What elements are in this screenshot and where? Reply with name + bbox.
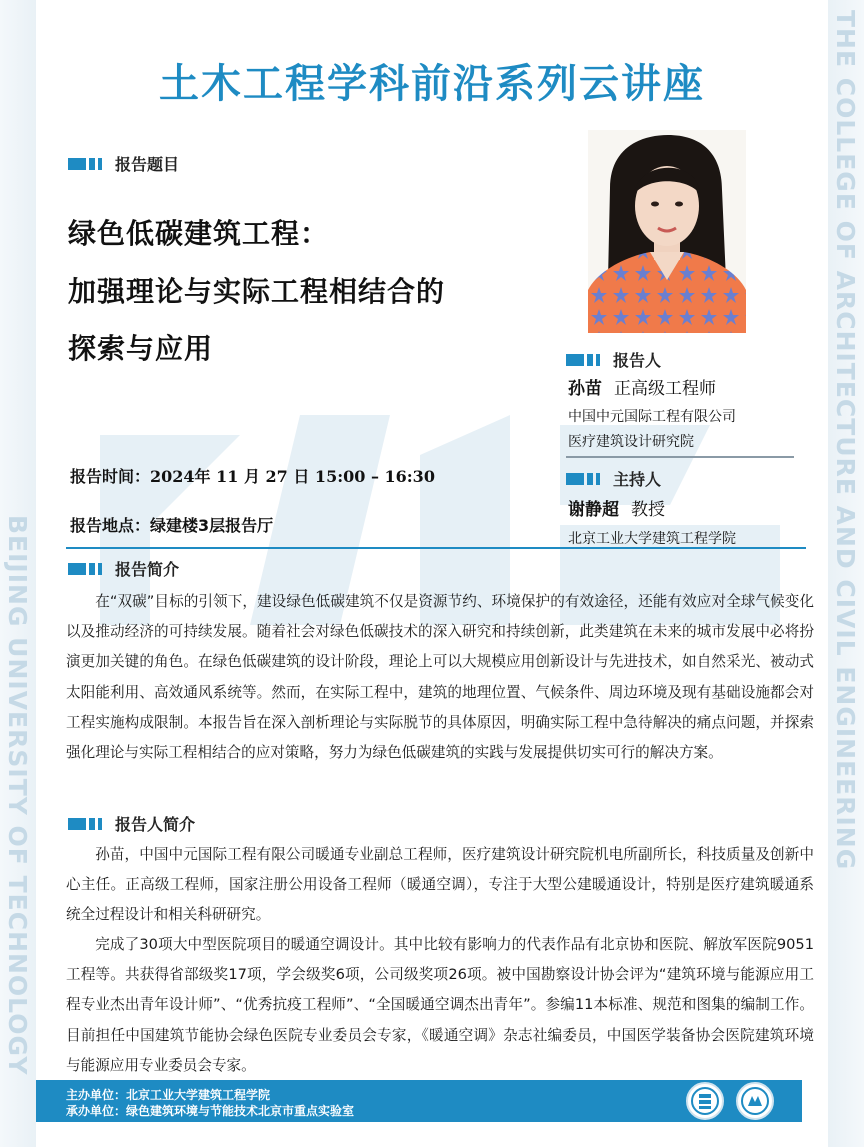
host-heading-label: 主持人 bbox=[613, 470, 662, 489]
bio-heading bbox=[68, 812, 195, 835]
page-title: 土木工程学科前沿系列云讲座 bbox=[159, 61, 705, 107]
section-marker-icon bbox=[68, 563, 105, 575]
speaker-name: 孙苗 bbox=[568, 379, 602, 399]
topic-line-2: 加强理论与实际工程相结合的 bbox=[68, 275, 446, 308]
topic-line-1: 绿色低碳建筑工程： bbox=[68, 217, 330, 250]
section-marker-icon bbox=[566, 354, 603, 366]
place-label: 报告地点： bbox=[70, 516, 151, 535]
host-title: 教授 bbox=[631, 500, 665, 520]
topic-heading bbox=[68, 152, 179, 175]
section-marker-icon bbox=[566, 473, 603, 485]
topic-line-3: 探索与应用 bbox=[68, 332, 214, 365]
footer-co-organizer: 承办单位：绿色建筑环境与节能技术北京市重点实验室 bbox=[66, 1104, 355, 1118]
bio-heading-label: 报告人简介 bbox=[115, 815, 196, 834]
speaker-photo bbox=[588, 130, 746, 333]
topic-heading-label: 报告题目 bbox=[115, 155, 180, 174]
bio-paragraph-2: 完成了30项大中型医院项目的暖通空调设计。其中比较有影响力的代表作品有北京协和医院、解放军医院9051工程等。共获得省部级奖17项，学会级奖6项，公司级奖项26项。被中国勘察设计协会评为“建筑环境与能源应用工程专业杰出青年设计师”、“优秀抗疫工程师”、“全国暖通空调杰出青年”。参编11本标准、规范和图集的编制工作。目前担任中国建筑节能协会绿色医院专业委员会专家，《暖通空调》杂志社编委员，中国医学装备协会医院建筑环境与能源应用专业委员会专家。 bbox=[66, 936, 814, 1074]
footer-organizer: 主办单位：北京工业大学建筑工程学院 bbox=[66, 1088, 271, 1102]
host-org: 北京工业大学建筑工程学院 bbox=[568, 531, 736, 547]
time-value: 2024年 11 月 27 日 15:00 – 16:30 bbox=[150, 467, 435, 486]
time-label: 报告时间： bbox=[70, 467, 151, 486]
speaker-org-2: 医疗建筑设计研究院 bbox=[568, 434, 694, 450]
section-marker-icon bbox=[68, 158, 105, 170]
bio-paragraph-1: 孙苗，中国中元国际工程有限公司暖通专业副总工程师，医疗建筑设计研究院机电所副所长，科技质量及创新中心主任。正高级工程师，国家注册公用设备工程师（暖通空调），专注于大型公建暖通设计，特别是医疗建筑暖通系统全过程设计和相关科研研究。 bbox=[66, 846, 814, 924]
speaker-name-line bbox=[568, 374, 716, 399]
left-vertical-text: BEIJING UNIVERSITY OF TECHNOLOGY bbox=[3, 515, 32, 1076]
place-value: 绿建楼3层报告厅 bbox=[150, 516, 274, 535]
right-vertical-text: THE COLLEGE OF ARCHITECTURE AND CIVIL ENGINEERING bbox=[831, 10, 860, 871]
university-logo-icon bbox=[686, 1082, 724, 1120]
speaker-heading bbox=[566, 348, 661, 371]
host-name-line bbox=[568, 495, 665, 520]
section-rule bbox=[66, 547, 806, 549]
report-place bbox=[70, 513, 273, 536]
host-name: 谢静超 bbox=[568, 500, 619, 520]
report-time bbox=[70, 464, 435, 487]
host-heading bbox=[566, 467, 661, 490]
abstract-text: 在“双碳”目标的引领下，建设绿色低碳建筑不仅是资源节约、环境保护的有效途径，还能有效应对全球气候变化以及推动经济的可持续发展。随着社会对绿色低碳技术的深入研究和持续创新，此类建筑在未来的城市发展中必将扮演更加关键的角色。在绿色低碳建筑的设计阶段，理论上可以大规模应用创新设计与先进技术，如自然采光、被动式太阳能利用、高效通风系统等。然而，在实际工程中，建筑的地理位置、气候条件、周边环境及现有基础设施都会对工程实施构成限制。本报告旨在深入剖析理论与实际脱节的具体原因，明确实际工程中急待解决的痛点问题，并探索强化理论与实际工程相结合的应对策略，努力为绿色低碳建筑的实践与发展提供切实可行的解决方案。 bbox=[66, 593, 814, 762]
speaker-divider bbox=[566, 456, 794, 458]
section-marker-icon bbox=[68, 818, 105, 830]
college-logo-icon bbox=[736, 1082, 774, 1120]
abstract-heading bbox=[68, 557, 179, 580]
speaker-title: 正高级工程师 bbox=[614, 379, 716, 399]
speaker-org-1: 中国中元国际工程有限公司 bbox=[568, 409, 736, 425]
abstract-heading-label: 报告简介 bbox=[115, 560, 180, 579]
footer-bar bbox=[36, 1080, 802, 1122]
speaker-heading-label: 报告人 bbox=[613, 351, 662, 370]
